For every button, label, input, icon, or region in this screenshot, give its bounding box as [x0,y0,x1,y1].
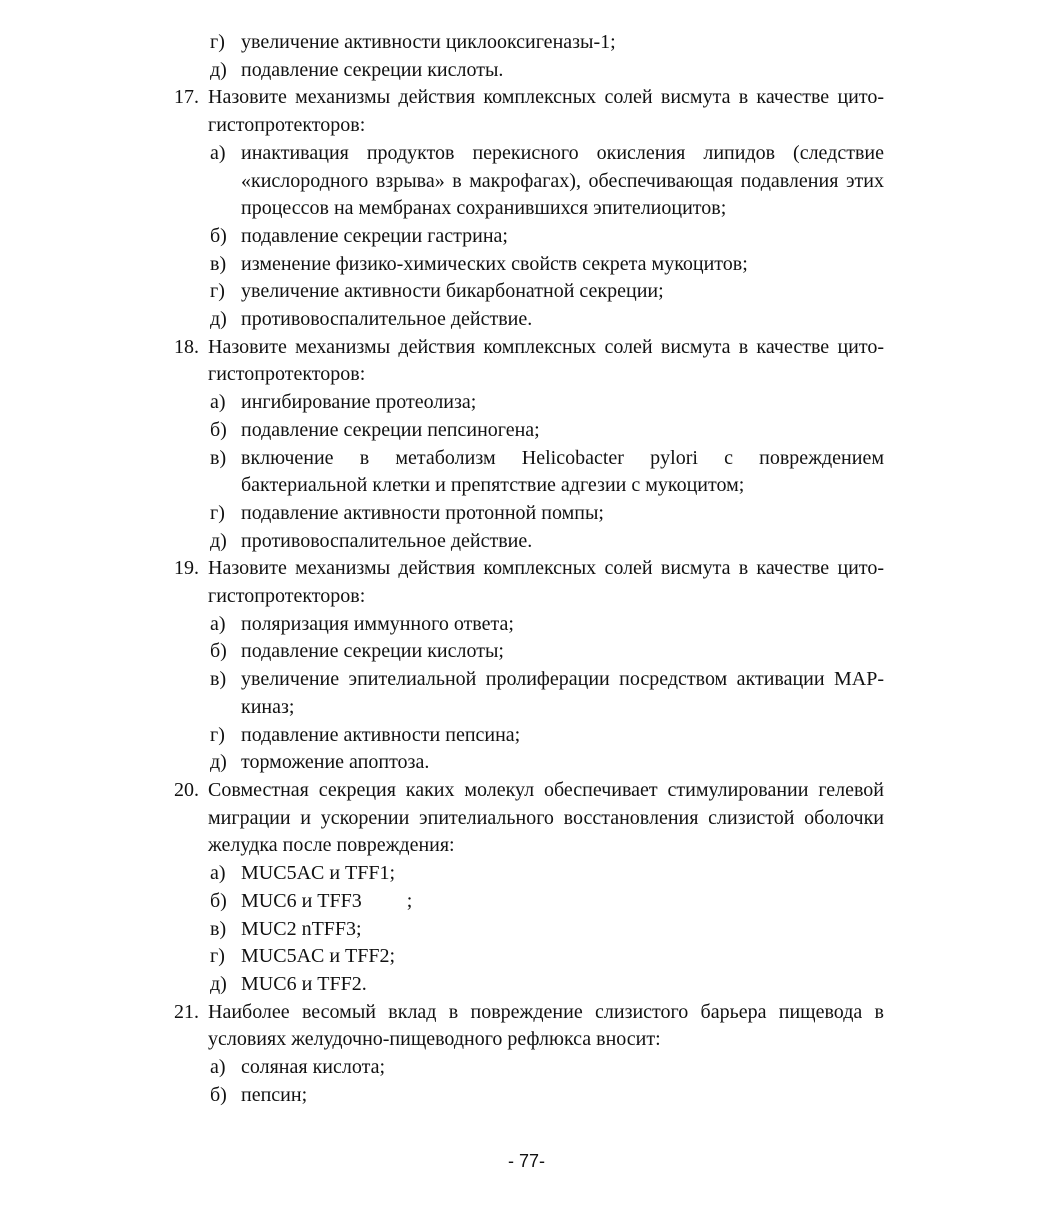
option-item [174,971,884,999]
option-label: б) [210,640,227,663]
option-item [174,638,884,666]
option-item [174,1082,884,1110]
option-text: MUC2 nTFF3; [241,917,362,940]
question-number: 18. [174,335,199,358]
option-text: увеличение активности бикарбонатной секреции; [241,280,664,303]
option-item [174,306,884,334]
option-text: противовоспалительное действие. [241,308,533,331]
question-number: 20. [174,778,199,801]
option-label: а) [210,862,226,885]
option-item [174,722,884,750]
option-label: г) [210,501,225,524]
option-item [174,389,884,417]
question-text: Назовите механизмы действия комплексных солей висмута в качестве цито-гистопротекторов: [208,335,884,386]
option-item [174,943,884,971]
option-item [174,251,884,279]
option-label: д) [210,529,227,552]
question-number: 21. [174,1000,199,1023]
option-label: д) [210,751,227,774]
option-item [174,278,884,306]
option-label: в) [210,917,227,940]
option-label: г) [210,723,225,746]
option-text: торможение апоптоза. [241,751,430,774]
option-label: г) [210,945,225,968]
option-label: б) [210,889,227,912]
option-item [174,1054,884,1082]
option-text: пепсин; [241,1083,308,1106]
option-item [174,445,884,500]
option-item [174,888,884,916]
question-19 [174,555,884,610]
option-text: подавление секреции кислоты; [241,640,504,663]
option-text: подавление активности протонной помпы; [241,501,604,524]
option-label: а) [210,391,226,414]
option-text: подавление секреции гастрина; [241,224,508,247]
question-text: Совместная секреция каких молекул обеспечивает стимулировании гелевой миграции и ускорении эпителиального восстановления слизистой оболочки желудка после повреждения: [208,778,884,857]
option-text: поляризация иммунного ответа; [241,612,514,635]
option-text: включение в метаболизм Helicobacter pylori с повреждением бактериальной клетки и препятствие адгезии с мукоцитом; [241,446,884,497]
option-text: MUC6 и TFF2. [241,972,367,995]
option-item [174,57,884,85]
option-text: MUC6 и TFF3 ; [241,889,413,912]
option-label: д) [210,308,227,331]
option-text: MUC5AC и TFF1; [241,862,396,885]
option-label: а) [210,141,226,164]
option-label: б) [210,418,227,441]
option-item [174,140,884,223]
option-label: б) [210,1083,227,1106]
option-item [174,666,884,721]
option-label: а) [210,612,226,635]
option-label: г) [210,280,225,303]
option-item [174,29,884,57]
question-number: 17. [174,86,199,109]
question-17 [174,84,884,139]
option-text: инактивация продуктов перекисного окисления липидов (следствие «кислородного взрыва» в макрофагах), обеспечивающая подавления этих процессов на мембранах сохранившихся эпителиоцитов; [241,141,884,220]
option-text: подавление активности пепсина; [241,723,521,746]
question-20 [174,777,884,860]
question-18 [174,334,884,389]
option-text: подавление секреции пепсиногена; [241,418,540,441]
option-item [174,916,884,944]
option-item [174,417,884,445]
option-label: г) [210,31,225,53]
option-text: MUC5AC и TFF2; [241,945,396,968]
option-text: ингибирование протеолиза; [241,391,477,414]
option-item [174,749,884,777]
option-item [174,500,884,528]
option-label: в) [210,668,227,691]
option-text: увеличение активности циклооксигеназы-1; [241,31,616,53]
option-label: д) [210,972,227,995]
question-list [174,29,884,1109]
page-number: - 77- [507,1151,545,1171]
option-text: соляная кислота; [241,1056,386,1079]
option-text: изменение физико-химических свойств секрета мукоцитов; [241,252,748,275]
option-item [174,223,884,251]
option-label: б) [210,224,227,247]
option-text: подавление секреции кислоты. [241,58,504,81]
option-label: в) [210,446,227,469]
option-text: увеличение эпителиальной пролиферации посредством активации MAP-киназ; [241,668,884,718]
option-item [174,860,884,888]
question-text: Наиболее весомый вклад в повреждение слизистого барьера пищевода в условиях желудочно-пищеводного рефлюкса вносит: [208,1000,884,1051]
question-21 [174,999,884,1054]
option-text: противовоспалительное действие. [241,529,533,552]
option-item [174,528,884,556]
option-item [174,611,884,639]
option-label: в) [210,252,227,275]
option-label: а) [210,1056,226,1079]
question-text: Назовите механизмы действия комплексных солей висмута в качестве цито-гистопротекторов: [208,86,884,137]
question-number: 19. [174,557,199,580]
option-label: д) [210,58,227,81]
question-text: Назовите механизмы действия комплексных солей висмута в качестве цито-гистопротекторов: [208,557,884,608]
